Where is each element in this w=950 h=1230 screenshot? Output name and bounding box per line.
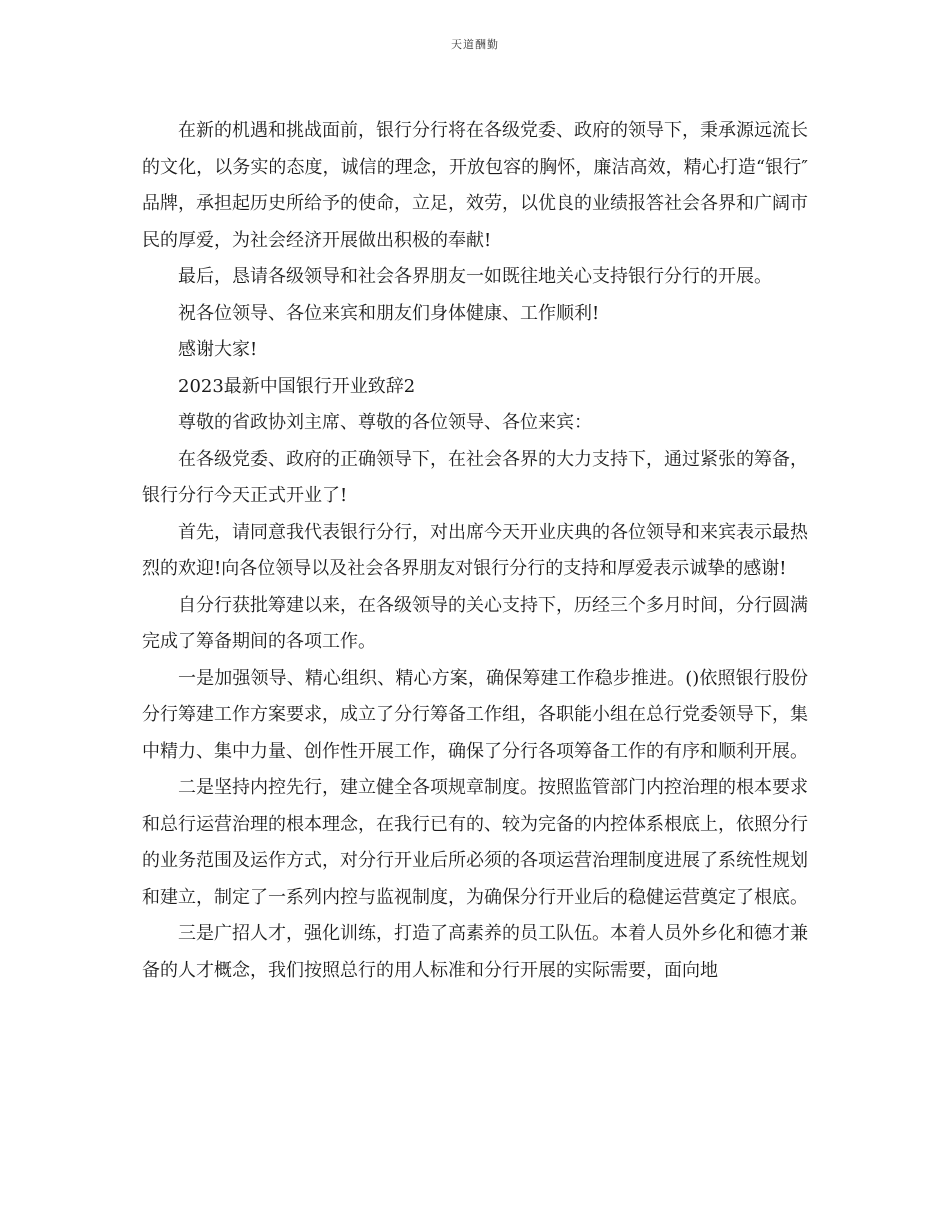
- paragraph: 在各级党委、政府的正确领导下，在社会各界的大力支持下，通过紧张的筹备，银行分行今天正式开业了!: [142, 448, 808, 506]
- document-body: [142, 113, 808, 989]
- paragraph: 自分行获批筹建以来，在各级领导的关心支持下，历经三个多月时间，分行圆满完成了筹备期间的各项工作。: [142, 594, 808, 652]
- paragraph: 首先，请同意我代表银行分行，对出席今天开业庆典的各位领导和来宾表示最热烈的欢迎!向各位领导以及社会各界朋友对银行分行的支持和厚爱表示诚挚的感谢!: [142, 521, 808, 579]
- salutation: 尊敬的省政协刘主席、尊敬的各位领导、各位来宾：: [178, 412, 592, 433]
- paragraph: 祝各位领导、各位来宾和朋友们身体健康、工作顺利!: [178, 302, 600, 324]
- paragraph: 二是坚持内控先行，建立健全各项规章制度。按照监管部门内控治理的根本要求和总行运营治理的根本理念，在我行已有的、较为完备的内控体系根底上，依照分行的业务范围及运作方式，对分行开业后所必须的各项运营治理制度进展了系统性规划和建立，制定了一系列内控与监视制度，为确保分行开业后的稳健运营奠定了根底。: [142, 777, 808, 908]
- paragraph: 最后，恳请各级领导和社会各界朋友一如既往地关心支持银行分行的开展。: [178, 266, 772, 287]
- paragraph: 感谢大家!: [178, 339, 258, 360]
- page-header: 天道酬勤: [451, 38, 499, 51]
- paragraph: 一是加强领导、精心组织、精心方案，确保筹建工作稳步推进。()依照银行股份分行筹建工作方案要求，成立了分行筹备工作组，各职能小组在总行党委领导下，集中精力、集中力量、创作性开展工作，确保了分行各项筹备工作的有序和顺利开展。: [142, 667, 808, 762]
- section-title: 2023最新中国银行开业致辞2: [178, 375, 416, 397]
- paragraph: 三是广招人才，强化训练，打造了高素养的员工队伍。本着人员外乡化和德才兼备的人才概念，我们按照总行的用人标准和分行开展的实际需要，面向地: [142, 923, 808, 981]
- paragraph: 在新的机遇和挑战面前，银行分行将在各级党委、政府的领导下，秉承源远流长的文化，以务实的态度，诚信的理念，开放包容的胸怀，廉洁高效，精心打造“银行″ 品牌，承担起历史所给予的使命，立足，效劳，以优良的业绩报答社会各界和广阔市民的厚爱，为社会经济开展做出积极的奉献!: [142, 120, 808, 251]
